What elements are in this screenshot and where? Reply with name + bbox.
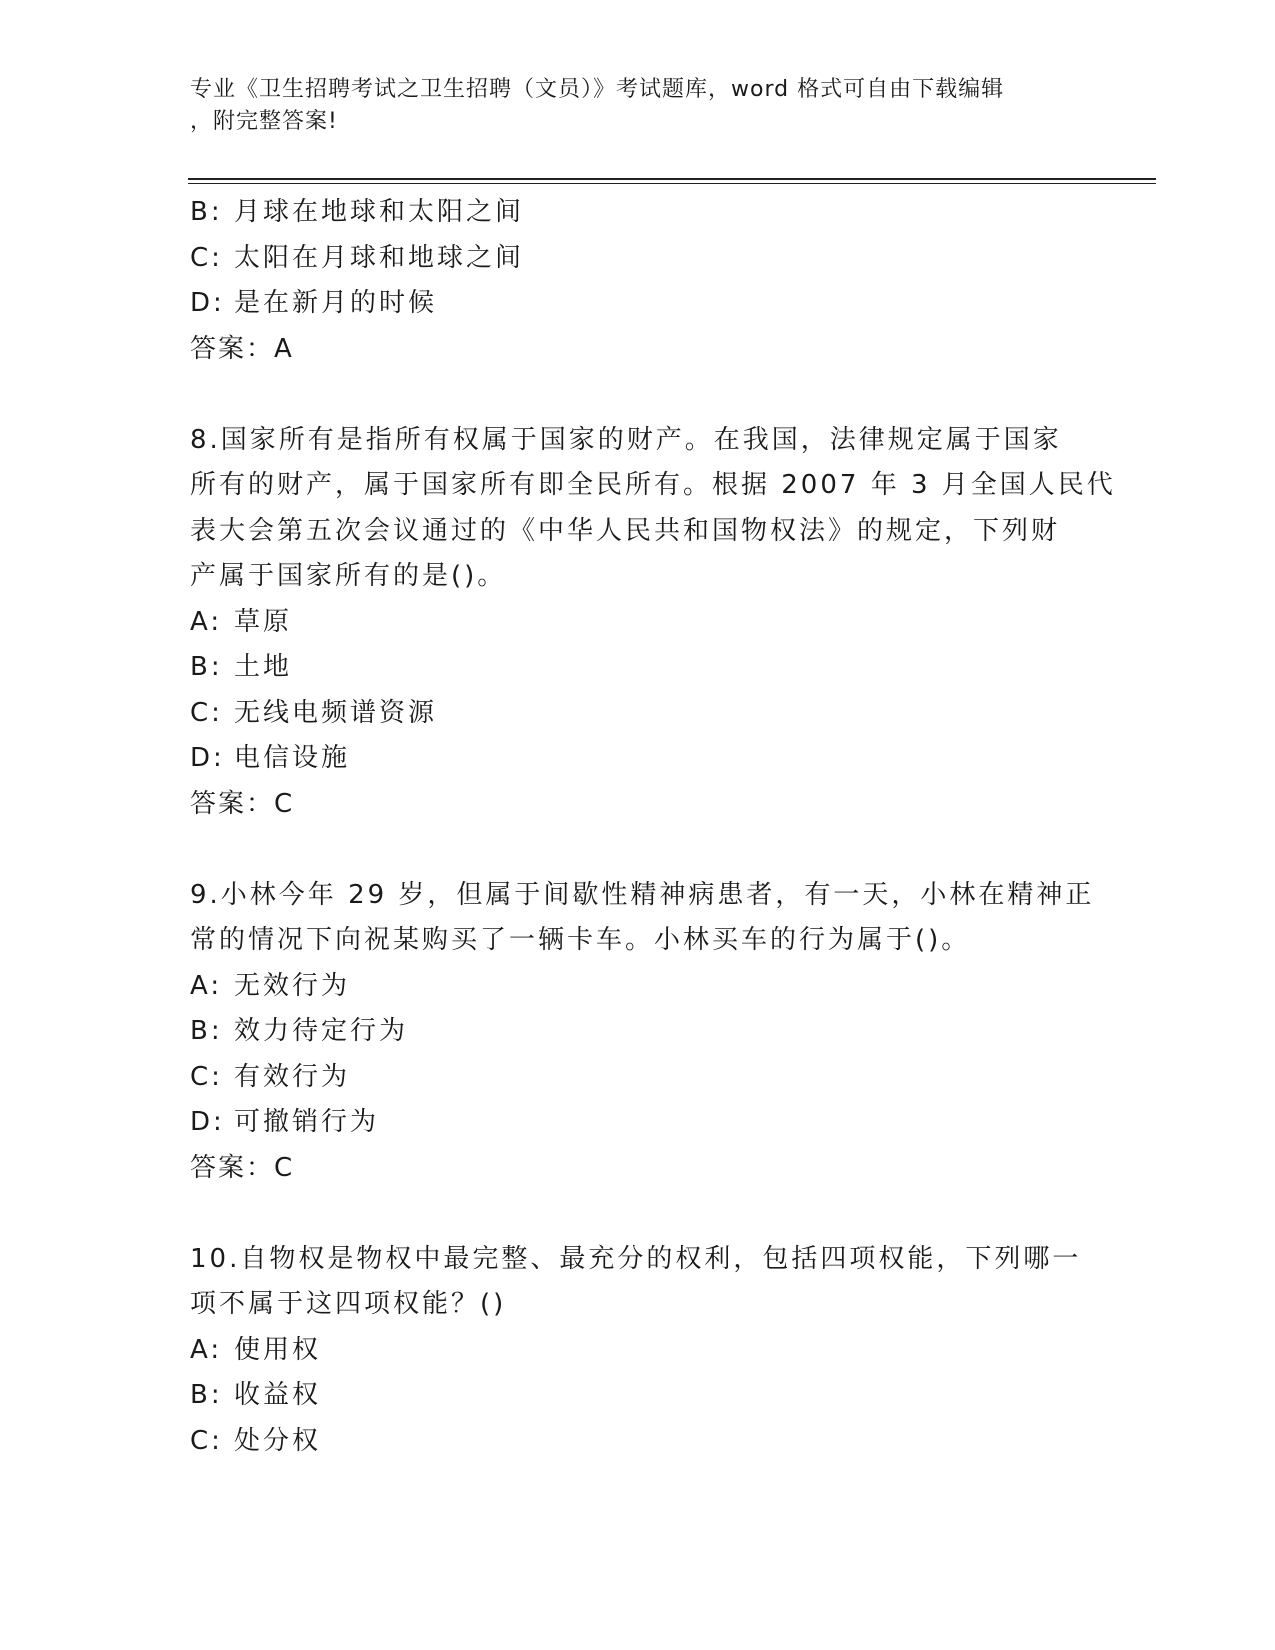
answer-line: 答案：A: [190, 333, 294, 364]
option-text: 无线电频谱资源: [234, 697, 438, 728]
option-text: 电信设施: [234, 743, 351, 773]
option-text: 无效行为: [234, 970, 351, 1001]
option-b: [190, 645, 1090, 691]
option-c: [190, 691, 1090, 737]
option-b: [190, 1009, 1090, 1055]
option-key: C:: [190, 242, 223, 273]
question-text-line: 常的情况下向祝某购买了一辆卡车。小林买车的行为属于()。: [190, 925, 971, 955]
option-a: [190, 600, 1090, 646]
option-c: [190, 236, 1090, 282]
question-text-line: 项不属于这四项权能？(): [190, 1289, 507, 1319]
option-text: 太阳在月球和地球之间: [234, 242, 525, 273]
question-block-8: [190, 418, 1116, 828]
option-text: 处分权: [234, 1425, 322, 1456]
option-text: 有效行为: [234, 1061, 351, 1092]
header-line-1: 专业《卫生招聘考试之卫生招聘（文员）》考试题库，word 格式可自由下载编辑: [190, 77, 1005, 102]
option-text: 效力待定行为: [234, 1016, 409, 1046]
document-header: [190, 74, 1090, 138]
option-text: 月球在地球和太阳之间: [234, 197, 525, 227]
spacer: [190, 372, 1090, 418]
question-block-9: [190, 873, 1095, 1192]
question-block-10: [190, 1237, 1090, 1465]
header-line-2: ，附完整答案!: [190, 109, 338, 134]
question-text-line: 所有的财产，属于国家所有即全民所有。根据 2007 年 3 月全国人民代: [190, 470, 1116, 500]
header-rule-thin: [188, 183, 1156, 184]
question-text-line: 表大会第五次会议通过的《中华人民共和国物权法》的规定，下列财: [190, 515, 1061, 546]
option-key: A:: [190, 970, 223, 1001]
option-text: 是在新月的时候: [234, 288, 438, 318]
option-text: 收益权: [234, 1380, 322, 1410]
option-text: 土地: [234, 652, 293, 682]
answer-line: 答案：C: [190, 788, 295, 819]
option-key: B:: [190, 197, 223, 227]
option-key: B:: [190, 1380, 223, 1410]
option-key: D:: [190, 743, 225, 773]
option-c: [190, 1055, 1090, 1101]
option-key: C:: [190, 697, 223, 728]
option-key: C:: [190, 1061, 223, 1092]
option-text: 可撤销行为: [234, 1107, 380, 1137]
option-text: 使用权: [234, 1334, 322, 1365]
option-c: [190, 1419, 1090, 1465]
option-key: A:: [190, 1334, 223, 1365]
option-b: [190, 1373, 1090, 1419]
option-b: [190, 190, 1090, 236]
option-key: B:: [190, 1016, 223, 1046]
option-a: [190, 964, 1090, 1010]
option-key: C:: [190, 1425, 223, 1456]
option-key: A:: [190, 606, 223, 637]
question-text-line: 8.国家所有是指所有权属于国家的财产。在我国，法律规定属于国家: [190, 424, 1062, 455]
question-text-line: 9.小林今年 29 岁，但属于间歇性精神病患者，有一天，小林在精神正: [190, 879, 1095, 910]
option-key: D:: [190, 288, 225, 318]
header-rule-thick: [188, 178, 1156, 180]
answer-line: 答案：C: [190, 1152, 295, 1183]
question-text-line: 10.自物权是物权中最完整、最充分的权利，包括四项权能，下列哪一: [190, 1243, 1082, 1274]
option-a: [190, 1328, 1090, 1374]
option-text: 草原: [234, 606, 293, 637]
document-body: [190, 190, 1116, 1464]
option-key: D:: [190, 1107, 225, 1137]
spacer: [190, 1191, 1090, 1237]
option-d: [190, 1100, 1090, 1146]
spacer: [190, 827, 1090, 873]
option-key: B:: [190, 652, 223, 682]
question-text-line: 产属于国家所有的是()。: [190, 561, 507, 591]
option-d: [190, 281, 1090, 327]
option-d: [190, 736, 1090, 782]
question-block-partial: [190, 190, 1090, 372]
